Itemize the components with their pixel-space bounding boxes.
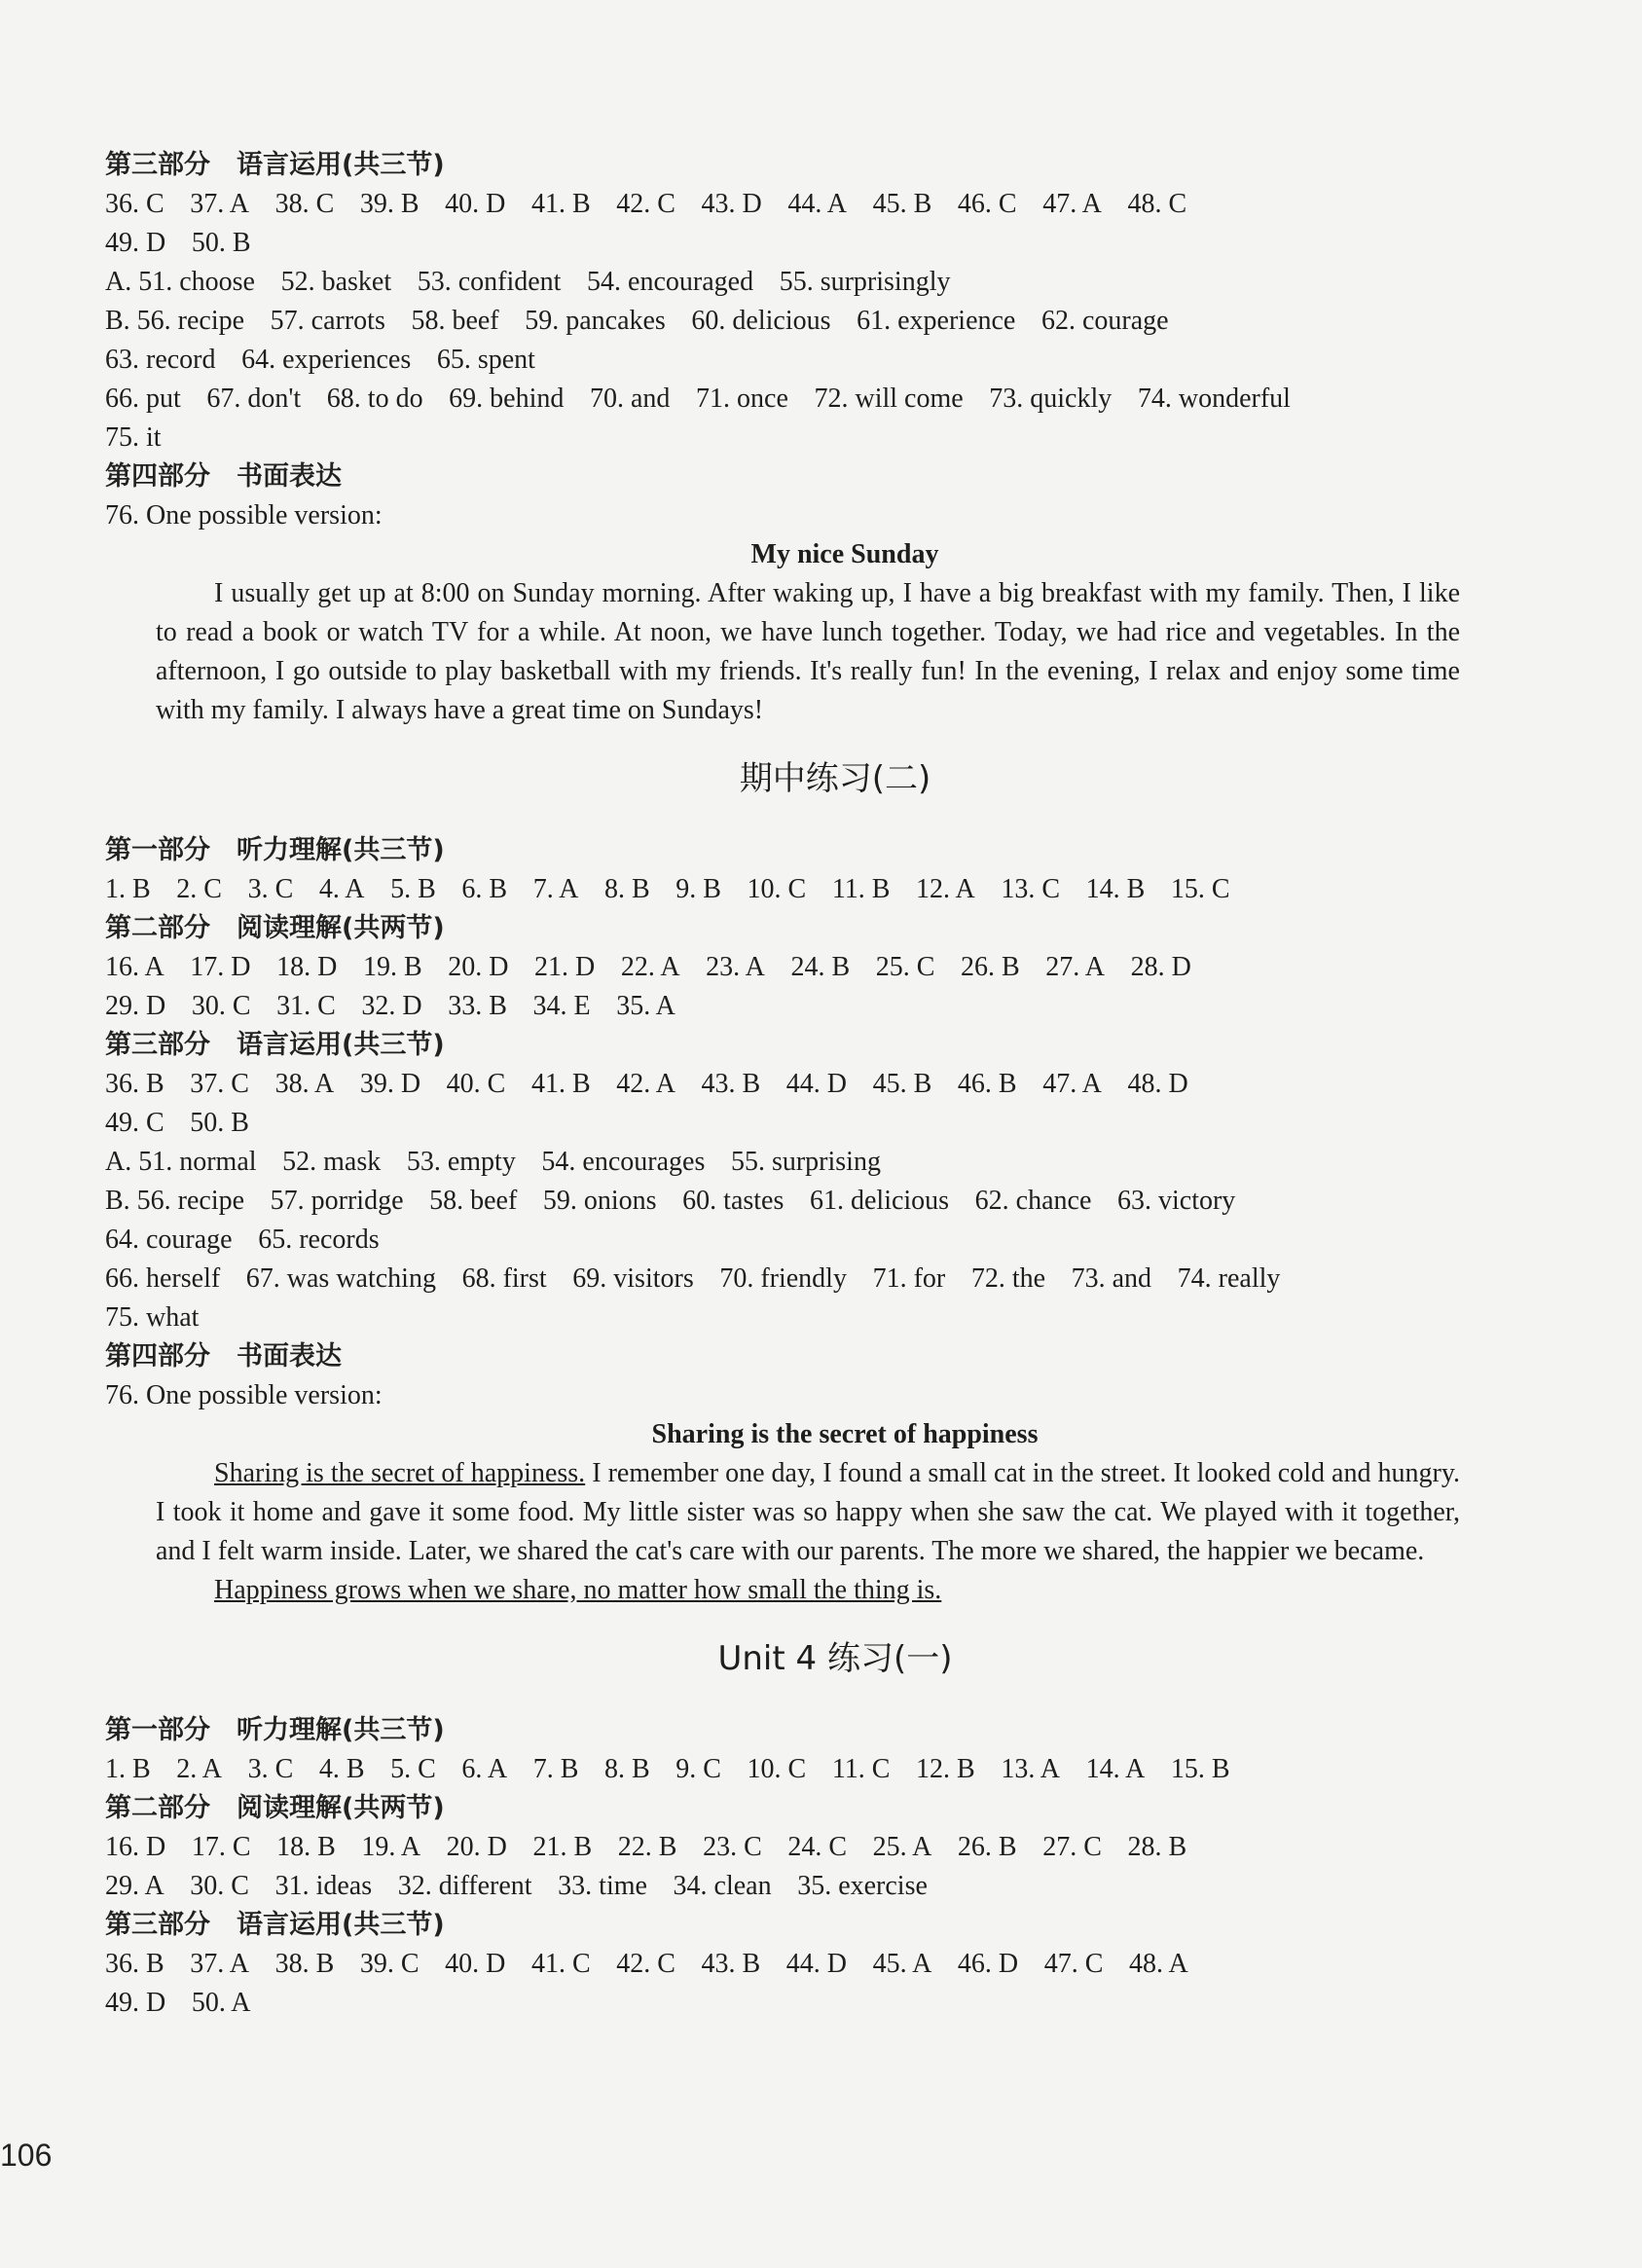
answer-item: 26. B	[961, 952, 1020, 982]
answer-line	[105, 948, 1468, 987]
section-title: 期中练习(二)	[739, 759, 931, 798]
essay-paragraph	[105, 574, 1468, 730]
part-heading: 第四部分 书面表达	[105, 461, 342, 492]
answer-item: 48. C	[1127, 189, 1187, 219]
answer-item: 11. B	[831, 874, 891, 904]
answer-item: 49. C	[105, 1108, 164, 1138]
answer-item: 61. experience	[857, 306, 1016, 336]
part-heading: 第三部分 语言运用(共三节)	[105, 1030, 445, 1060]
answer-item: 72. the	[970, 1263, 1046, 1294]
answer-item: 35. exercise	[797, 1871, 928, 1901]
answer-item: 5. B	[390, 874, 436, 904]
answer-item: 44. D	[785, 1069, 848, 1099]
answer-item: 14. B	[1085, 874, 1146, 904]
answer-item: 17. D	[190, 952, 251, 982]
answer-item: 63. record	[105, 345, 216, 375]
answer-line	[105, 1750, 1468, 1789]
answer-item: 32. D	[361, 991, 422, 1021]
answer-item: 43. D	[701, 189, 762, 219]
answer-item: 31. C	[276, 991, 336, 1021]
answer-line	[105, 1376, 1468, 1415]
answer-item: 36. B	[105, 1949, 164, 1979]
answer-item: 65. spent	[436, 345, 535, 375]
essay-title: My nice Sunday	[750, 539, 939, 569]
answer-item: 38. A	[274, 1069, 335, 1099]
answer-item: 13. C	[1001, 874, 1061, 904]
answer-item: 47. A	[1042, 1069, 1102, 1099]
answer-item: 70. and	[589, 384, 671, 414]
answer-item: 50. B	[190, 1108, 249, 1138]
answer-item: 13. A	[1001, 1754, 1061, 1784]
answer-item: 45. A	[872, 1949, 932, 1979]
answer-item: 25. A	[872, 1832, 932, 1862]
answer-item: 46. B	[957, 1069, 1017, 1099]
answer-item: 75. it	[105, 422, 162, 453]
answer-item: 70. friendly	[719, 1263, 847, 1294]
answer-item: B. 56. recipe	[105, 1186, 245, 1216]
answer-item: 1. B	[105, 1754, 151, 1784]
section-title: Unit 4 练习(一)	[717, 1639, 953, 1678]
answer-item: 36. B	[105, 1069, 164, 1099]
answer-item: 21. D	[534, 952, 596, 982]
part-heading: 第三部分 语言运用(共三节)	[105, 150, 445, 180]
answer-item: 68. to do	[326, 384, 423, 414]
answer-item: 49. D	[105, 228, 166, 258]
answer-item: 24. C	[787, 1832, 848, 1862]
answer-item: 47. A	[1042, 189, 1102, 219]
answer-item: 12. B	[916, 1754, 975, 1784]
answer-item: 16. A	[105, 952, 164, 982]
answer-item: 24. B	[790, 952, 851, 982]
answer-line	[105, 341, 1468, 380]
answer-item: 62. courage	[1040, 306, 1169, 336]
answer-item: 65. records	[258, 1225, 380, 1255]
answer-item: 20. D	[446, 1832, 507, 1862]
answer-item: 44. A	[787, 189, 848, 219]
answer-item: 22. A	[620, 952, 680, 982]
answer-item: 9. B	[675, 874, 721, 904]
answer-item: 41. B	[530, 1069, 591, 1099]
answer-item: 66. put	[105, 384, 181, 414]
answer-item: 60. delicious	[691, 306, 831, 336]
answer-item: 74. really	[1177, 1263, 1281, 1294]
answer-item: 40. D	[445, 1949, 506, 1979]
answer-line	[105, 224, 1468, 263]
answer-item: 34. E	[532, 991, 591, 1021]
part-heading: 第四部分 书面表达	[105, 1341, 342, 1372]
answer-item: 39. B	[359, 189, 420, 219]
answer-item: 52. mask	[282, 1147, 382, 1177]
answer-item: 58. beef	[429, 1186, 518, 1216]
answer-item: 48. A	[1129, 1949, 1188, 1979]
answer-item: 26. B	[957, 1832, 1017, 1862]
answer-item: 55. surprising	[730, 1147, 881, 1177]
answer-item: A. 51. normal	[105, 1147, 257, 1177]
answer-item: 61. delicious	[809, 1186, 950, 1216]
answer-item: 33. time	[558, 1871, 647, 1901]
answer-item: 11. C	[831, 1754, 891, 1784]
part-heading: 第二部分 阅读理解(共两节)	[105, 1793, 445, 1823]
answer-item: 52. basket	[280, 267, 392, 297]
answer-item: 40. D	[445, 189, 506, 219]
answer-item: 34. clean	[673, 1871, 772, 1901]
answer-item: 44. D	[785, 1949, 848, 1979]
answer-item: 47. C	[1043, 1949, 1104, 1979]
answer-line	[105, 1260, 1468, 1299]
answer-item: 8. B	[603, 1754, 650, 1784]
answer-item: 72. will come	[814, 384, 964, 414]
answer-item: 74. wonderful	[1137, 384, 1291, 414]
answer-line	[105, 380, 1468, 419]
answer-item: 45. B	[872, 1069, 932, 1099]
essay-text: I usually get up at 8:00 on Sunday morning. After waking up, I have a big breakfast with my family. Then, I like to read a book or watch TV for a while. At noon, we have lunch together. Today, we had rice and vegetables. In the afternoon, I go outside to play basketball with my friends. It's really fun! In the evening, I relax and enjoy some time with my family. I always have a great time on Sundays!	[156, 578, 1460, 725]
essay-paragraph	[105, 1454, 1468, 1571]
answer-item: 10. C	[747, 1754, 807, 1784]
answer-item: 20. D	[448, 952, 509, 982]
part-heading: 第二部分 阅读理解(共两节)	[105, 913, 445, 943]
answer-item: 54. encourages	[541, 1147, 706, 1177]
answer-line	[105, 1104, 1468, 1143]
answer-item: 33. B	[448, 991, 507, 1021]
answer-item: 59. pancakes	[525, 306, 666, 336]
answer-item: 50. A	[191, 1988, 251, 2018]
answer-item: 63. victory	[1116, 1186, 1236, 1216]
answer-item: 28. D	[1130, 952, 1191, 982]
answer-item: 35. A	[616, 991, 675, 1021]
answer-line	[105, 1182, 1468, 1221]
answer-item: 73. quickly	[989, 384, 1113, 414]
answer-item: 1. B	[105, 874, 151, 904]
answer-item: 6. A	[461, 1754, 508, 1784]
answer-item: 31. ideas	[274, 1871, 373, 1901]
answer-item: 29. D	[105, 991, 166, 1021]
answer-item: 37. A	[190, 1949, 249, 1979]
answer-line	[105, 1065, 1468, 1104]
answer-item: 12. A	[916, 874, 975, 904]
answer-item: 29. A	[105, 1871, 164, 1901]
part-heading: 第一部分 听力理解(共三节)	[105, 1715, 445, 1745]
answer-item: 73. and	[1071, 1263, 1152, 1294]
answer-item: 19. A	[361, 1832, 421, 1862]
answer-item: 46. C	[957, 189, 1017, 219]
answer-item: 60. tastes	[682, 1186, 785, 1216]
answer-line	[105, 263, 1468, 302]
answer-item: 14. A	[1085, 1754, 1146, 1784]
answer-item: 67. was watching	[245, 1263, 436, 1294]
answer-line	[105, 1221, 1468, 1260]
answer-item: 42. C	[616, 1949, 675, 1979]
answer-line	[105, 1828, 1468, 1867]
answer-item: 27. C	[1042, 1832, 1102, 1862]
answer-item: 42. A	[616, 1069, 675, 1099]
answer-item: 59. onions	[542, 1186, 657, 1216]
answer-item: 75. what	[105, 1302, 200, 1333]
answer-item: 6. B	[461, 874, 508, 904]
answer-item: 21. B	[532, 1832, 593, 1862]
answer-item: 40. C	[446, 1069, 506, 1099]
answer-item: 30. C	[191, 991, 251, 1021]
answer-item: 58. beef	[411, 306, 499, 336]
answer-item: 54. encouraged	[587, 267, 754, 297]
answer-item: A. 51. choose	[105, 267, 255, 297]
answer-item: 67. don't	[206, 384, 302, 414]
answer-item: 57. carrots	[270, 306, 385, 336]
essay-text: Sharing is the secret of happiness.	[214, 1458, 586, 1488]
answer-line	[105, 496, 1468, 535]
answer-item: 19. B	[362, 952, 422, 982]
answer-item: 76. One possible version:	[105, 1380, 383, 1410]
answer-item: 22. B	[617, 1832, 677, 1862]
answer-item: 62. chance	[974, 1186, 1092, 1216]
answer-item: 66. herself	[105, 1263, 221, 1294]
answer-item: 8. B	[603, 874, 650, 904]
answer-item: 71. for	[872, 1263, 946, 1294]
answer-item: 37. C	[190, 1069, 249, 1099]
essay-paragraph	[105, 1571, 1468, 1610]
answer-item: 69. visitors	[572, 1263, 694, 1294]
part-heading: 第三部分 语言运用(共三节)	[105, 1910, 445, 1940]
answer-item: 17. C	[191, 1832, 251, 1862]
answer-line	[105, 302, 1468, 341]
answer-item: 37. A	[190, 189, 249, 219]
answer-item: 5. C	[390, 1754, 436, 1784]
page-number: 106	[0, 2138, 53, 2173]
answer-item: 28. B	[1127, 1832, 1187, 1862]
answer-line	[105, 987, 1468, 1026]
answer-line	[105, 1984, 1468, 2023]
answer-item: 42. C	[616, 189, 675, 219]
answer-item: 46. D	[957, 1949, 1019, 1979]
answer-item: 25. C	[875, 952, 935, 982]
answer-item: 9. C	[675, 1754, 721, 1784]
answer-item: 4. B	[318, 1754, 365, 1784]
answer-item: 23. C	[703, 1832, 762, 1862]
essay-title: Sharing is the secret of happiness	[651, 1419, 1039, 1449]
answer-item: 41. B	[530, 189, 591, 219]
answer-item: 3. C	[247, 874, 294, 904]
answer-line	[105, 1945, 1468, 1984]
answer-item: 43. B	[701, 1069, 761, 1099]
answer-item: 50. B	[191, 228, 251, 258]
answer-item: 53. empty	[406, 1147, 516, 1177]
answer-item: 38. B	[274, 1949, 335, 1979]
answer-item: 7. B	[532, 1754, 579, 1784]
answer-line	[105, 1867, 1468, 1906]
answer-item: 45. B	[872, 189, 932, 219]
answer-line	[105, 1143, 1468, 1182]
part-heading: 第一部分 听力理解(共三节)	[105, 835, 445, 865]
answer-item: 7. A	[532, 874, 579, 904]
answer-item: 39. C	[359, 1949, 420, 1979]
answer-line	[105, 185, 1468, 224]
answer-key-page	[105, 146, 1468, 2023]
essay-text: Happiness grows when we share, no matter how small the thing is.	[214, 1575, 942, 1605]
answer-item: 69. behind	[449, 384, 565, 414]
answer-item: 55. surprisingly	[779, 267, 951, 297]
answer-item: 2. A	[176, 1754, 222, 1784]
answer-item: 38. C	[274, 189, 335, 219]
answer-item: 39. D	[359, 1069, 421, 1099]
answer-item: 76. One possible version:	[105, 500, 383, 530]
answer-item: 15. B	[1170, 1754, 1230, 1784]
answer-item: 43. B	[701, 1949, 761, 1979]
answer-item: 57. porridge	[270, 1186, 404, 1216]
answer-item: 41. C	[530, 1949, 591, 1979]
answer-line	[105, 419, 1468, 457]
answer-item: 64. experiences	[241, 345, 412, 375]
answer-item: 10. C	[747, 874, 807, 904]
answer-item: 49. D	[105, 1988, 166, 2018]
answer-item: 16. D	[105, 1832, 166, 1862]
answer-item: B. 56. recipe	[105, 306, 245, 336]
answer-item: 30. C	[190, 1871, 249, 1901]
answer-item: 27. A	[1045, 952, 1105, 982]
answer-item: 15. C	[1170, 874, 1230, 904]
answer-item: 48. D	[1127, 1069, 1188, 1099]
answer-item: 32. different	[397, 1871, 532, 1901]
answer-item: 2. C	[176, 874, 222, 904]
answer-item: 4. A	[318, 874, 365, 904]
essay-text: I remember one day, I found a small cat in the street. It looked cold and hungry. I took it home and gave it some food. My little sister was so happy when she saw the cat. We played with it together, and I felt warm inside. Later, we shared the cat's care with our parents. The more we shared, the happier we became.	[156, 1458, 1461, 1566]
answer-item: 18. B	[276, 1832, 336, 1862]
answer-item: 36. C	[105, 189, 164, 219]
answer-item: 23. A	[706, 952, 765, 982]
answer-item: 64. courage	[105, 1225, 233, 1255]
answer-item: 68. first	[461, 1263, 547, 1294]
answer-item: 3. C	[247, 1754, 294, 1784]
answer-item: 18. D	[276, 952, 338, 982]
answer-line	[105, 1299, 1468, 1337]
answer-item: 71. once	[696, 384, 788, 414]
answer-item: 53. confident	[417, 267, 562, 297]
answer-line	[105, 870, 1468, 909]
